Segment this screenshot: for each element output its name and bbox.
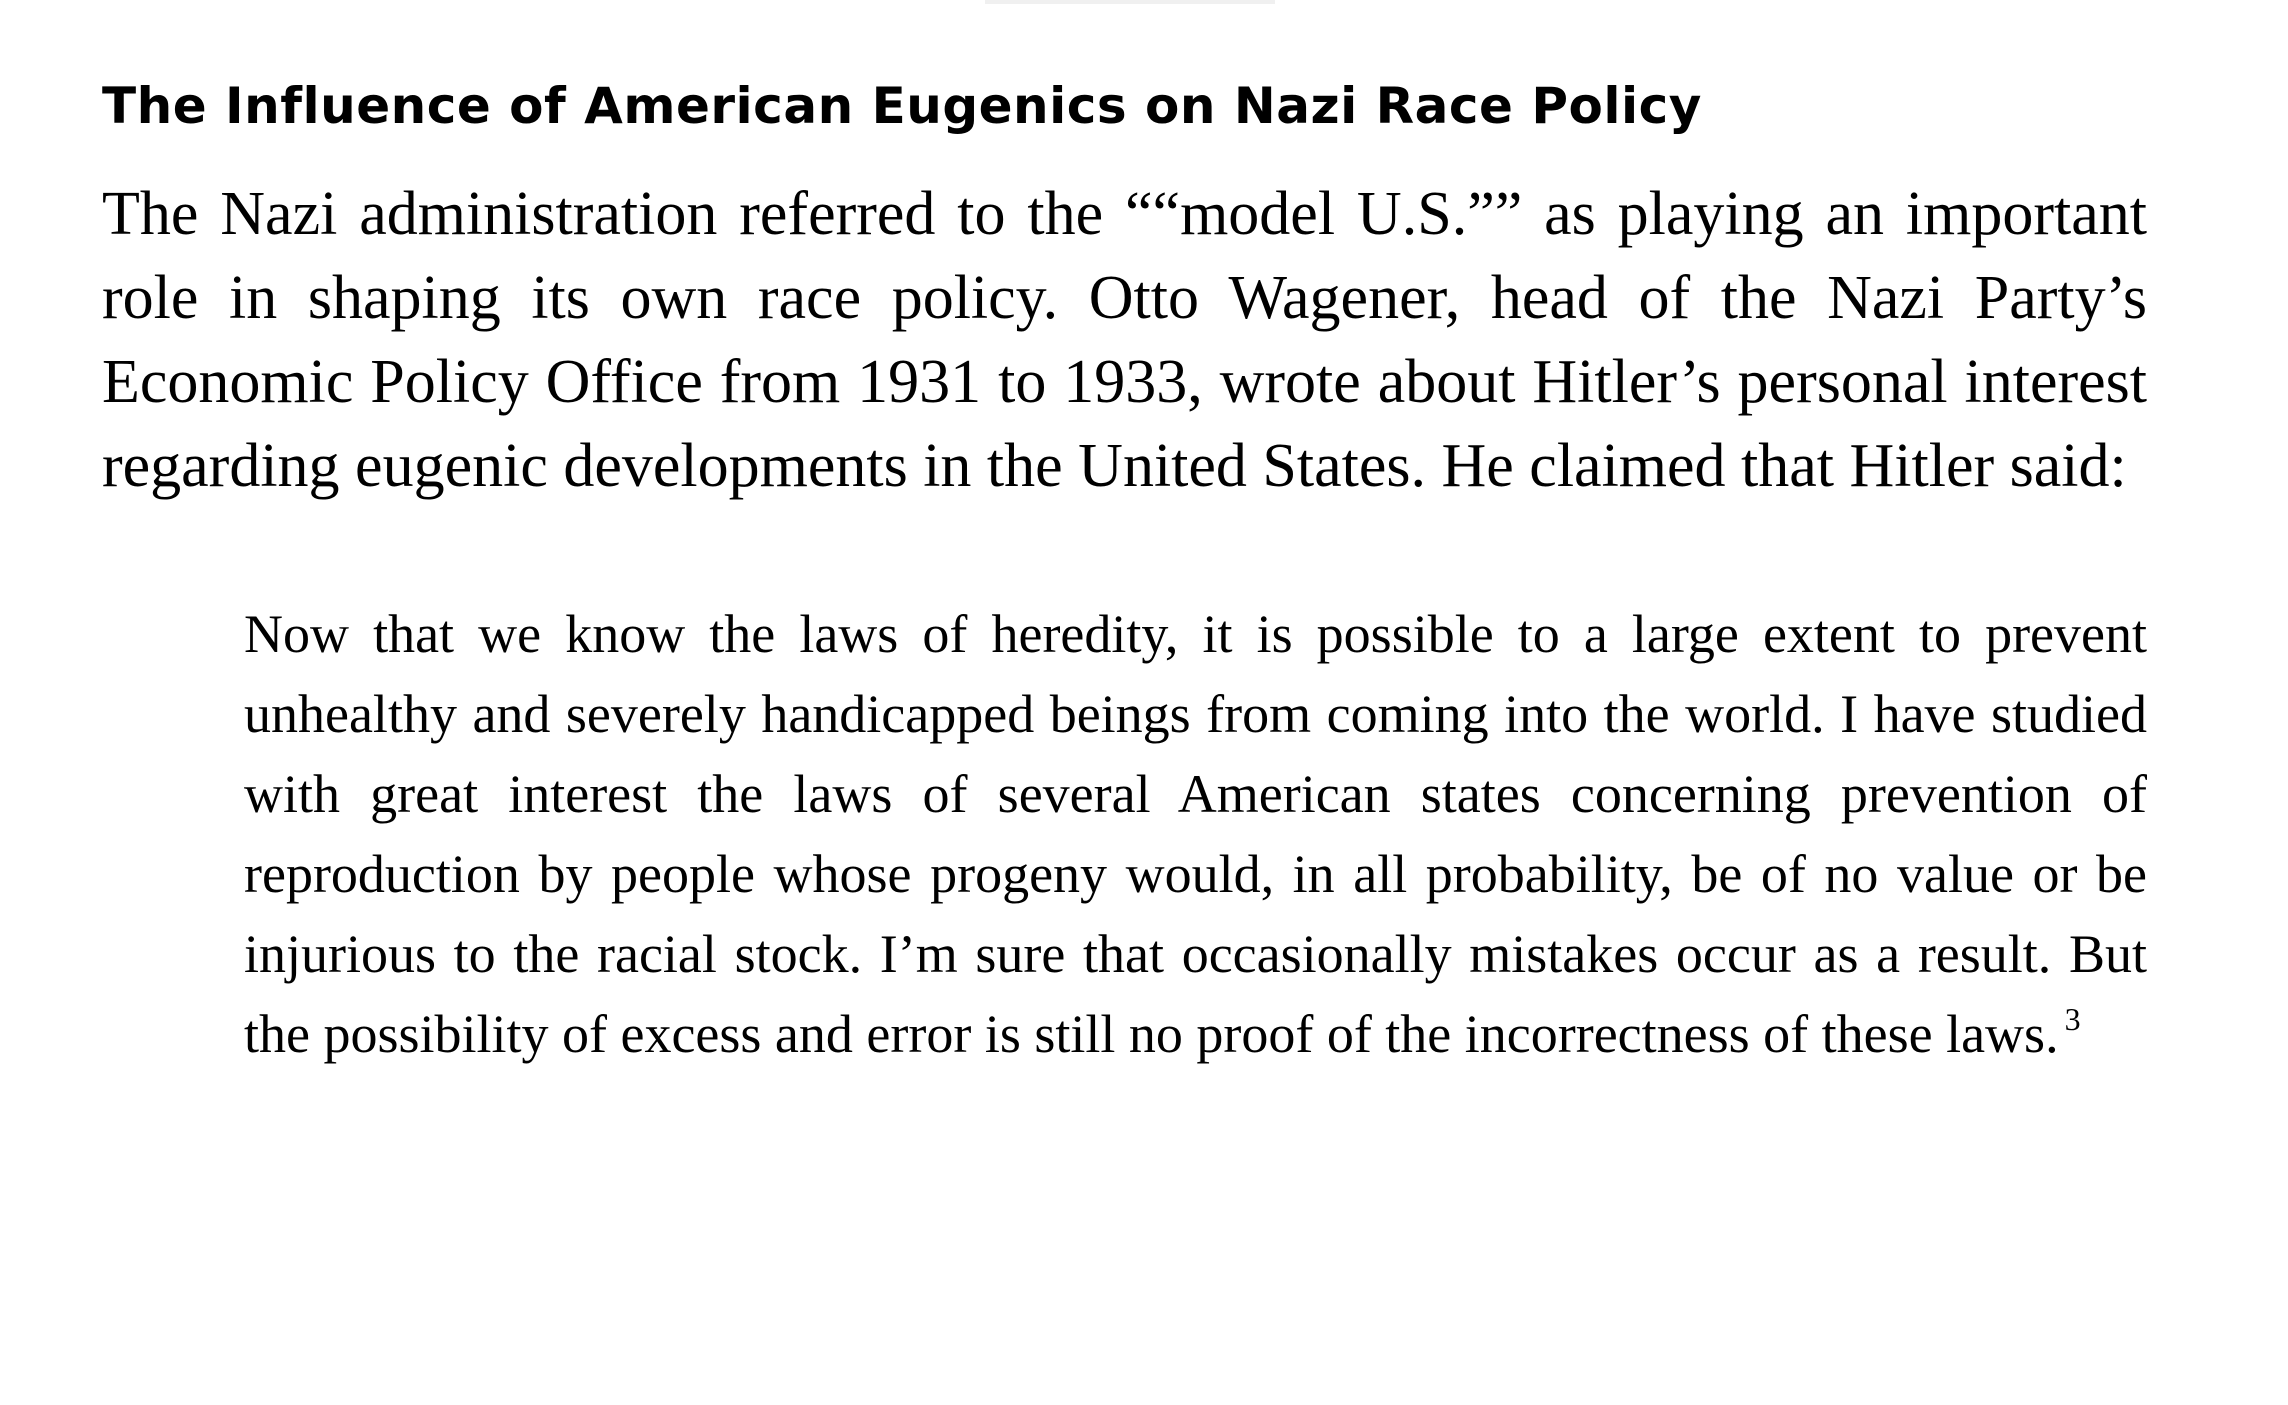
page-edge-mark — [985, 0, 1275, 4]
section-heading: The Influence of American Eugenics on Nazi Race Policy — [102, 77, 1702, 135]
body-paragraph: The Nazi administration referred to the ““model U.S.”” as playing an important role in shaping its own race policy. Otto Wagener, head of the Nazi Party’s Economic Policy Office from 1931 to 1933, wrote about Hitler’s personal interest regarding eugenic developments in the United States. He claimed that Hitler said: — [102, 180, 2147, 500]
document-page — [102, 64, 2147, 1074]
footnote-reference[interactable]: 3 — [2064, 1001, 2081, 1037]
block-quote — [244, 594, 2147, 1074]
quote-text: Now that we know the laws of heredity, it is possible to a large extent to prevent unhealthy and severely handicapped beings from coming into the world. I have studied with great interest the laws of several American states concerning prevention of reproduction by people whose progeny would, in all probability, be of no value or be injurious to the racial stock. I’m sure that occasionally mistakes occur as a result. But the possibility of excess and error is still no proof of the incorrectness of these laws. — [244, 604, 2147, 1064]
